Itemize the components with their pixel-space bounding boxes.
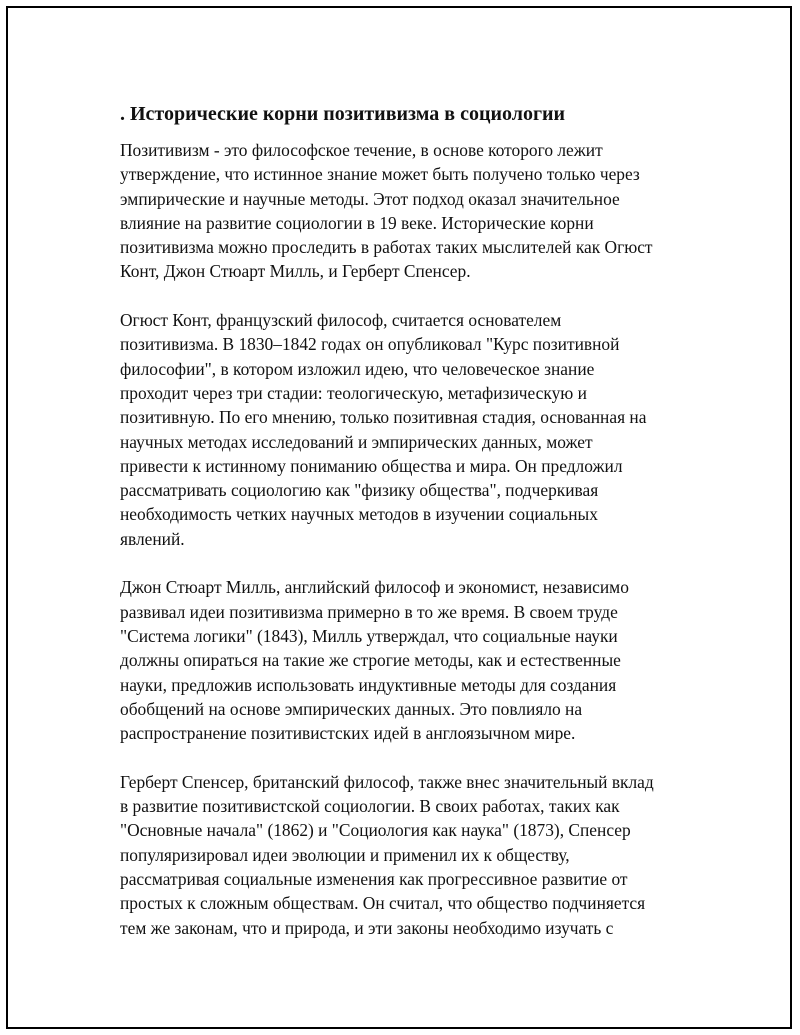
page-frame	[6, 6, 792, 1029]
text-line: "Система логики" (1843), Милль утверждал, что социальные науки	[120, 625, 618, 646]
document-body	[120, 100, 704, 964]
text-line: необходимость четких научных методов в изучении социальных	[120, 504, 598, 525]
text-line: в развитие позитивистской социологии. В своих работах, таких как	[120, 796, 620, 817]
text-line: Огюст Конт, французский философ, считается основателем	[120, 310, 562, 331]
text-line: научных методах исследований и эмпирических данных, может	[120, 431, 593, 452]
text-line: эмпирические и научные методы. Этот подход оказал значительное	[120, 188, 620, 209]
text-line: простых к сложным обществам. Он считал, что общество подчиняется	[120, 893, 646, 914]
text-line: позитивную. По его мнению, только позитивная стадия, основанная на	[120, 407, 647, 428]
text-line: утверждение, что истинное знание может быть получено только через	[120, 164, 640, 185]
text-line: Герберт Спенсер, британский философ, также внес значительный вклад	[120, 771, 654, 792]
text-line: развивал идеи позитивизма примерно в то же время. В своем труде	[120, 601, 618, 622]
text-line: влияние на развитие социологии в 19 веке. Исторические корни	[120, 212, 594, 233]
text-line: популяризировал идеи эволюции и применил их к обществу,	[120, 844, 570, 865]
paragraph-intro	[120, 138, 704, 284]
text-line: науки, предложив использовать индуктивные методы для создания	[120, 674, 617, 695]
paragraph-comte	[120, 308, 704, 551]
text-line: позитивизма можно проследить в работах таких мыслителей как Огюст	[120, 237, 653, 258]
paragraph-mill	[120, 575, 704, 745]
text-line: "Основные начала" (1862) и "Социология как наука" (1873), Спенсер	[120, 820, 631, 841]
text-line: рассматривать социологию как "физику общества", подчеркивая	[120, 480, 599, 501]
text-line: явлений.	[120, 528, 185, 549]
text-line: обобщений на основе эмпирических данных. Это повлияло на	[120, 698, 583, 719]
text-line: Конт, Джон Стюарт Милль, и Герберт Спенсер.	[120, 261, 471, 282]
text-line: философии", в котором изложил идею, что человеческое знание	[120, 358, 595, 379]
text-line: проходит через три стадии: теологическую, метафизическую и	[120, 382, 587, 403]
text-line: тем же законам, что и природа, и эти законы необходимо изучать с	[120, 917, 614, 938]
section-heading: . Исторические корни позитивизма в социологии	[120, 103, 566, 125]
text-line: распространение позитивистских идей в англоязычном мире.	[120, 723, 576, 744]
text-line: привести к истинному пониманию общества и мира. Он предложил	[120, 455, 623, 476]
text-line: Джон Стюарт Милль, английский философ и экономист, независимо	[120, 577, 629, 598]
text-line: должны опираться на такие же строгие методы, как и естественные	[120, 650, 621, 671]
paragraph-spencer	[120, 770, 704, 940]
text-line: Позитивизм - это философское течение, в основе которого лежит	[120, 140, 603, 160]
text-line: позитивизма. В 1830–1842 годах он опубликовал "Курс позитивной	[120, 334, 620, 355]
text-line: рассматривая социальные изменения как прогрессивное развитие от	[120, 868, 628, 889]
